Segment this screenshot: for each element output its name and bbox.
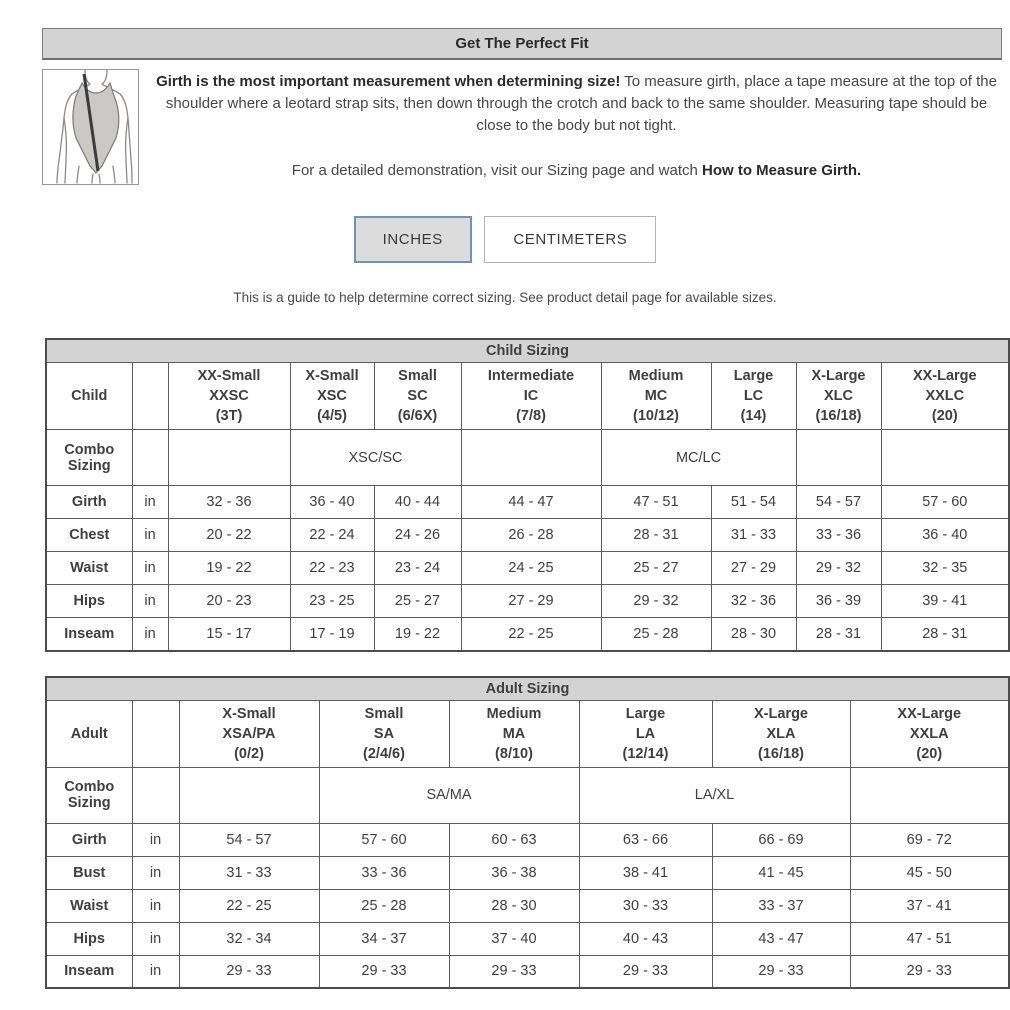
adult-girth-row	[46, 823, 1009, 856]
adult-section-title: Adult Sizing	[46, 677, 1009, 701]
value-cell: 29 - 33	[449, 955, 579, 988]
demo-prefix: For a detailed demonstration, visit our Sizing page and watch	[291, 162, 703, 179]
value-cell: 29 - 33	[579, 955, 712, 988]
empty-cell	[461, 430, 601, 486]
value-cell: 37 - 40	[449, 922, 579, 955]
leotard-girth-diagram-icon	[43, 70, 138, 184]
child-hips-row	[46, 585, 1009, 618]
adult-size-header-row	[46, 700, 1009, 767]
value-cell: 29 - 32	[796, 552, 881, 585]
size-col-header: XX-Large XXLA (20)	[850, 700, 1009, 767]
empty-cell	[796, 430, 881, 486]
unit-cell: in	[132, 856, 179, 889]
value-cell: 47 - 51	[850, 922, 1009, 955]
value-cell: 44 - 47	[461, 486, 601, 519]
value-cell: 25 - 28	[319, 889, 449, 922]
value-cell: 15 - 17	[168, 618, 290, 651]
size-col-header: Large LC (14)	[711, 363, 796, 430]
unit-cell: in	[132, 552, 168, 585]
adult-combo-row	[46, 767, 1009, 823]
value-cell: 30 - 33	[579, 889, 712, 922]
intro-text	[139, 69, 1002, 185]
size-col-header: XX-Small XXSC (3T)	[168, 363, 290, 430]
value-cell: 23 - 24	[374, 552, 461, 585]
value-cell: 31 - 33	[711, 519, 796, 552]
value-cell: 29 - 33	[319, 955, 449, 988]
value-cell: 25 - 27	[374, 585, 461, 618]
size-col-header: X-Large XLA (16/18)	[712, 700, 850, 767]
measurement-label: Hips	[46, 585, 132, 618]
sizing-guide-note: This is a guide to help determine correct sizing. See product detail page for available sizes.	[233, 290, 777, 305]
value-cell: 28 - 31	[881, 618, 1009, 651]
intro-bold-lead: Girth is the most important measurement when determining size!	[156, 73, 621, 90]
value-cell: 57 - 60	[319, 823, 449, 856]
value-cell: 25 - 27	[601, 552, 711, 585]
measurement-label: Girth	[46, 823, 132, 856]
combo-span-cell: SA/MA	[319, 767, 579, 823]
combo-sizing-label: Combo Sizing	[46, 767, 132, 823]
inches-button[interactable]: INCHES	[354, 216, 472, 263]
size-col-header: X-Large XLC (16/18)	[796, 363, 881, 430]
measurement-label: Inseam	[46, 955, 132, 988]
measurement-label: Waist	[46, 552, 132, 585]
centimeters-button[interactable]: CENTIMETERS	[484, 216, 656, 263]
size-col-header: Small SA (2/4/6)	[319, 700, 449, 767]
demo-bold: How to Measure Girth.	[702, 162, 862, 179]
value-cell: 27 - 29	[461, 585, 601, 618]
value-cell: 36 - 39	[796, 585, 881, 618]
value-cell: 51 - 54	[711, 486, 796, 519]
adult-row-label: Adult	[46, 700, 132, 767]
value-cell: 29 - 33	[850, 955, 1009, 988]
combo-sizing-label: Combo Sizing	[46, 430, 132, 486]
value-cell: 43 - 47	[712, 922, 850, 955]
empty-cell	[132, 363, 168, 430]
value-cell: 17 - 19	[290, 618, 374, 651]
unit-cell: in	[132, 889, 179, 922]
value-cell: 28 - 30	[711, 618, 796, 651]
measurement-label: Girth	[46, 486, 132, 519]
value-cell: 32 - 34	[179, 922, 319, 955]
intro-section	[42, 69, 1002, 185]
value-cell: 33 - 36	[796, 519, 881, 552]
child-sizing-table	[45, 338, 1010, 652]
value-cell: 66 - 69	[712, 823, 850, 856]
empty-cell	[179, 767, 319, 823]
empty-cell	[132, 700, 179, 767]
value-cell: 29 - 32	[601, 585, 711, 618]
combo-span-cell: XSC/SC	[290, 430, 461, 486]
measurement-label: Bust	[46, 856, 132, 889]
empty-cell	[850, 767, 1009, 823]
adult-bust-row	[46, 856, 1009, 889]
empty-cell	[168, 430, 290, 486]
value-cell: 32 - 36	[168, 486, 290, 519]
value-cell: 36 - 40	[290, 486, 374, 519]
combo-span-cell: MC/LC	[601, 430, 796, 486]
value-cell: 38 - 41	[579, 856, 712, 889]
page-title: Get The Perfect Fit	[42, 28, 1002, 60]
value-cell: 69 - 72	[850, 823, 1009, 856]
unit-cell: in	[132, 519, 168, 552]
value-cell: 33 - 36	[319, 856, 449, 889]
unit-cell: in	[132, 618, 168, 651]
value-cell: 37 - 41	[850, 889, 1009, 922]
adult-inseam-row	[46, 955, 1009, 988]
size-col-header: XX-Large XXLC (20)	[881, 363, 1009, 430]
unit-cell: in	[132, 585, 168, 618]
adult-waist-row	[46, 889, 1009, 922]
measurement-label: Waist	[46, 889, 132, 922]
value-cell: 39 - 41	[881, 585, 1009, 618]
value-cell: 29 - 33	[179, 955, 319, 988]
size-col-header: X-Small XSC (4/5)	[290, 363, 374, 430]
value-cell: 26 - 28	[461, 519, 601, 552]
value-cell: 32 - 35	[881, 552, 1009, 585]
measurement-label: Chest	[46, 519, 132, 552]
value-cell: 34 - 37	[319, 922, 449, 955]
value-cell: 36 - 40	[881, 519, 1009, 552]
value-cell: 29 - 33	[712, 955, 850, 988]
value-cell: 22 - 25	[179, 889, 319, 922]
intro-paragraph	[156, 73, 997, 134]
value-cell: 33 - 37	[712, 889, 850, 922]
value-cell: 27 - 29	[711, 552, 796, 585]
unit-cell: in	[132, 922, 179, 955]
child-section-title: Child Sizing	[46, 339, 1009, 363]
size-col-header: Medium MA (8/10)	[449, 700, 579, 767]
size-col-header: X-Small XSA/PA (0/2)	[179, 700, 319, 767]
value-cell: 25 - 28	[601, 618, 711, 651]
value-cell: 22 - 24	[290, 519, 374, 552]
intro-rest: To measure girth, place a tape measure at the top of the shoulder where a leotard strap sits, then down through the crotch and back to the same shoulder. Measuring tape should be close to the body but not tight.	[165, 73, 997, 134]
adult-sizing-table	[45, 676, 1010, 990]
value-cell: 22 - 23	[290, 552, 374, 585]
measurement-label: Hips	[46, 922, 132, 955]
child-inseam-row	[46, 618, 1009, 651]
value-cell: 45 - 50	[850, 856, 1009, 889]
value-cell: 32 - 36	[711, 585, 796, 618]
value-cell: 31 - 33	[179, 856, 319, 889]
value-cell: 23 - 25	[290, 585, 374, 618]
value-cell: 22 - 25	[461, 618, 601, 651]
value-cell: 40 - 43	[579, 922, 712, 955]
value-cell: 28 - 31	[796, 618, 881, 651]
child-row-label: Child	[46, 363, 132, 430]
size-col-header: Medium MC (10/12)	[601, 363, 711, 430]
value-cell: 57 - 60	[881, 486, 1009, 519]
size-col-header: Large LA (12/14)	[579, 700, 712, 767]
value-cell: 28 - 31	[601, 519, 711, 552]
empty-cell	[881, 430, 1009, 486]
child-combo-row	[46, 430, 1009, 486]
unit-cell: in	[132, 955, 179, 988]
size-col-header: Intermediate IC (7/8)	[461, 363, 601, 430]
child-waist-row	[46, 552, 1009, 585]
value-cell: 47 - 51	[601, 486, 711, 519]
value-cell: 60 - 63	[449, 823, 579, 856]
child-girth-row	[46, 486, 1009, 519]
adult-section-header-row	[46, 677, 1009, 701]
value-cell: 28 - 30	[449, 889, 579, 922]
empty-cell	[132, 430, 168, 486]
value-cell: 24 - 26	[374, 519, 461, 552]
combo-span-cell: LA/XL	[579, 767, 850, 823]
value-cell: 24 - 25	[461, 552, 601, 585]
unit-cell: in	[132, 823, 179, 856]
unit-toggle	[0, 216, 1010, 263]
empty-cell	[132, 767, 179, 823]
child-chest-row	[46, 519, 1009, 552]
measurement-label: Inseam	[46, 618, 132, 651]
value-cell: 19 - 22	[168, 552, 290, 585]
value-cell: 41 - 45	[712, 856, 850, 889]
value-cell: 19 - 22	[374, 618, 461, 651]
child-section-header-row	[46, 339, 1009, 363]
value-cell: 54 - 57	[179, 823, 319, 856]
value-cell: 63 - 66	[579, 823, 712, 856]
child-size-header-row	[46, 363, 1009, 430]
demo-line	[153, 160, 1000, 182]
value-cell: 36 - 38	[449, 856, 579, 889]
adult-hips-row	[46, 922, 1009, 955]
value-cell: 40 - 44	[374, 486, 461, 519]
unit-cell: in	[132, 486, 168, 519]
value-cell: 20 - 23	[168, 585, 290, 618]
value-cell: 20 - 22	[168, 519, 290, 552]
size-col-header: Small SC (6/6X)	[374, 363, 461, 430]
figure-box	[42, 69, 139, 185]
value-cell: 54 - 57	[796, 486, 881, 519]
